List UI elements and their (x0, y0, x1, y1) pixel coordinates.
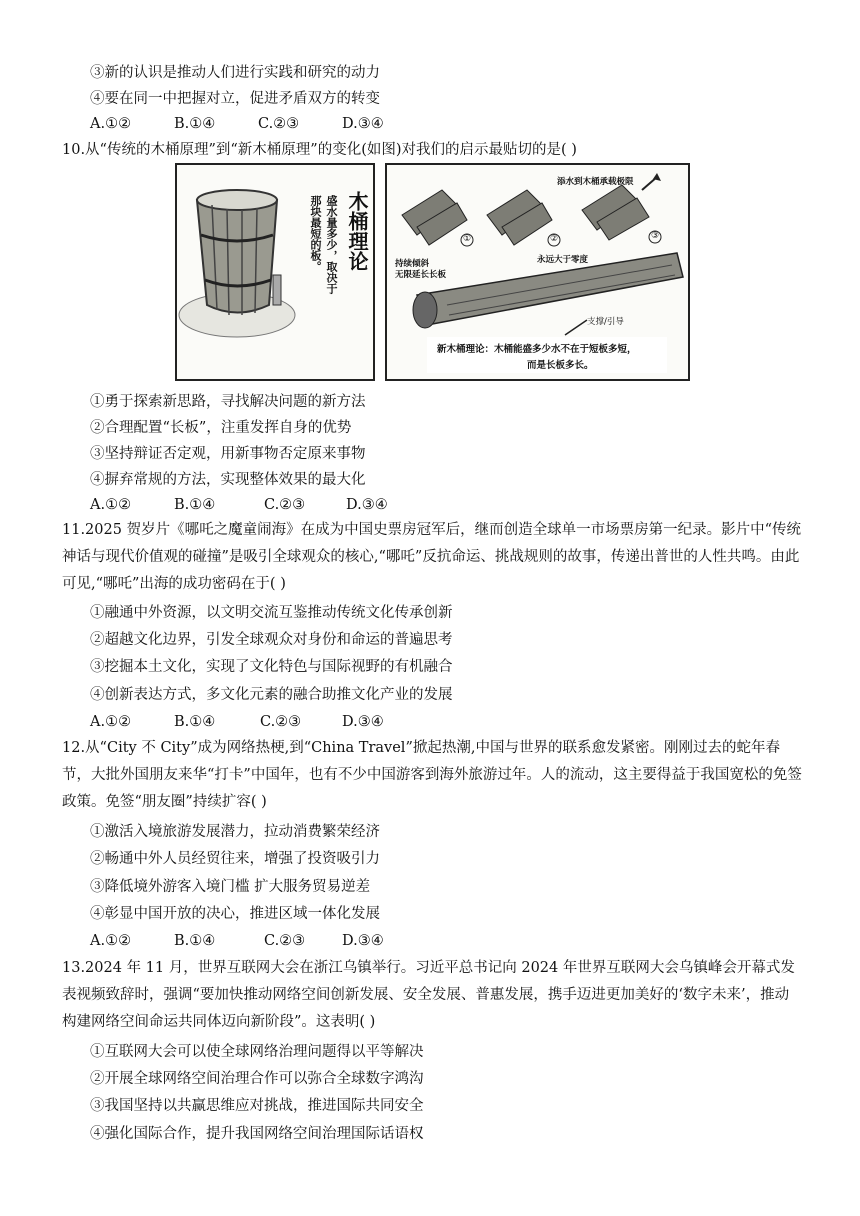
q12-option-1: ①激活入境旅游发展潜力，拉动消费繁荣经济 (90, 824, 380, 840)
top-label: 添水到木桶承载极限 (557, 177, 634, 187)
choice-d: D.③④ (342, 714, 384, 730)
new-theory-text-1: 新木桶理论：木桶能盛多少水不在于短板多短， (437, 344, 637, 355)
q13-option-4: ④强化国际合作，提升我国网络空间治理国际话语权 (90, 1126, 424, 1142)
choice-b: B.①④ (174, 497, 216, 513)
mid-label-2: 无限延长长板 (395, 270, 447, 280)
q12-choices (90, 931, 384, 951)
q11-option-3: ③挖掘本土文化，实现了文化特色与国际视野的有机融合 (90, 659, 453, 675)
barrel-theory-text-1: 盛水量多少，取决于 (325, 195, 338, 294)
choice-b: B.①④ (174, 933, 216, 949)
q12-option-2: ②畅通中外人员经贸往来，增强了投资吸引力 (90, 851, 380, 867)
mid-label-1: 持续倾斜 (395, 259, 430, 269)
prev-option-3: ③新的认识是推动人们进行实践和研究的动力 (90, 65, 380, 81)
choice-d: D.③④ (346, 497, 388, 513)
q13-option-1: ①互联网大会可以使全球网络治理问题得以平等解决 (90, 1044, 424, 1060)
q11-stem: 11.2025 贺岁片《哪吒之魔童闹海》在成为中国史票房冠军后，继而创造全球单一市场票房第一纪录。影片中“传统神话与现代价值观的碰撞”是吸引全球观众的核心,“哪吒”反抗命运、挑战规则的故事，传递出普世的人性共鸣。由此可见,“哪吒”出海的成功密码在于( ) (62, 522, 801, 592)
new-theory-text-2: 而是长板多长。 (527, 360, 594, 371)
q11-option-1: ①融通中外资源，以文明交流互鉴推动传统文化传承创新 (90, 605, 453, 621)
barrel-theory-title: 木桶理论 (345, 191, 369, 271)
q11-option-2: ②超越文化边界，引发全球观众对身份和命运的普遍思考 (90, 632, 453, 648)
choice-a: A.①② (90, 116, 132, 132)
circle-label-1: ① (463, 234, 472, 244)
q10-option-3: ③坚持辩证否定观，用新事物否定原来事物 (90, 446, 366, 462)
prev-choices (90, 114, 384, 134)
q10-stem: 10.从“传统的木桶原理”到“新木桶原理”的变化(如图)对我们的启示最贴切的是( ) (62, 142, 577, 158)
q10-figure (175, 163, 690, 381)
q11-option-4: ④创新表达方式，多文化元素的融合助推文化产业的发展 (90, 687, 453, 703)
choice-a: A.①② (90, 933, 132, 949)
choice-b: B.①④ (174, 714, 216, 730)
choice-c: C.②③ (260, 714, 302, 730)
circle-label-2: ② (550, 234, 559, 244)
circle-label-3: ③ (651, 231, 660, 241)
q12-stem: 12.从“City 不 City”成为网络热梗,到“China Travel”掀起热潮,中国与世界的联系愈发紧密。刚刚过去的蛇年春节，大批外国朋友来华“打卡”中国年，也有不少中国游客到海外旅游过年。人的流动，这主要得益于我国宽松的免签政策。免签“朋友圈”持续扩容( ) (62, 740, 802, 810)
q13-option-3: ③我国坚持以共赢思维应对挑战，推进国际共同安全 (90, 1098, 424, 1114)
q12-option-3: ③降低境外游客入境门槛 扩大服务贸易逆差 (90, 879, 371, 895)
prev-option-4: ④要在同一中把握对立，促进矛盾双方的转变 (90, 91, 380, 107)
q10-choices (90, 495, 388, 515)
choice-a: A.①② (90, 497, 132, 513)
q10-option-4: ④摒弃常规的方法，实现整体效果的最大化 (90, 472, 366, 488)
arrow-label: 支撑/引导 (587, 317, 624, 327)
choice-a: A.①② (90, 714, 132, 730)
traditional-barrel-panel (175, 163, 375, 381)
q12-option-4: ④彰显中国开放的决心，推进区域一体化发展 (90, 906, 380, 922)
q13-stem: 13.2024 年 11 月，世界互联网大会在浙江乌镇举行。习近平总书记向 2024 年世界互联网大会乌镇峰会开幕式发表视频致辞时，强调“要加快推动网络空间创新发展、安全发展、普惠发展，携手迈进更加美好的‘数字未来’，推动构建网络空间命运共同体迈向新阶段”。这表明( ) (62, 960, 795, 1030)
q11-choices (90, 712, 384, 732)
choice-c: C.②③ (258, 116, 300, 132)
choice-c: C.②③ (264, 497, 306, 513)
q10-option-1: ①勇于探索新思路，寻找解决问题的新方法 (90, 394, 366, 410)
q13-option-2: ②开展全球网络空间治理合作可以弥合全球数字鸿沟 (90, 1071, 424, 1087)
choice-b: B.①④ (174, 116, 216, 132)
choice-d: D.③④ (342, 116, 384, 132)
new-barrel-panel (385, 163, 690, 381)
mid-label-3: 永远大于零度 (537, 255, 589, 265)
barrel-theory-text-2: 那块最短的板。 (309, 195, 322, 272)
choice-c: C.②③ (264, 933, 306, 949)
choice-d: D.③④ (342, 933, 384, 949)
q10-option-2: ②合理配置“长板”，注重发挥自身的优势 (90, 420, 352, 436)
